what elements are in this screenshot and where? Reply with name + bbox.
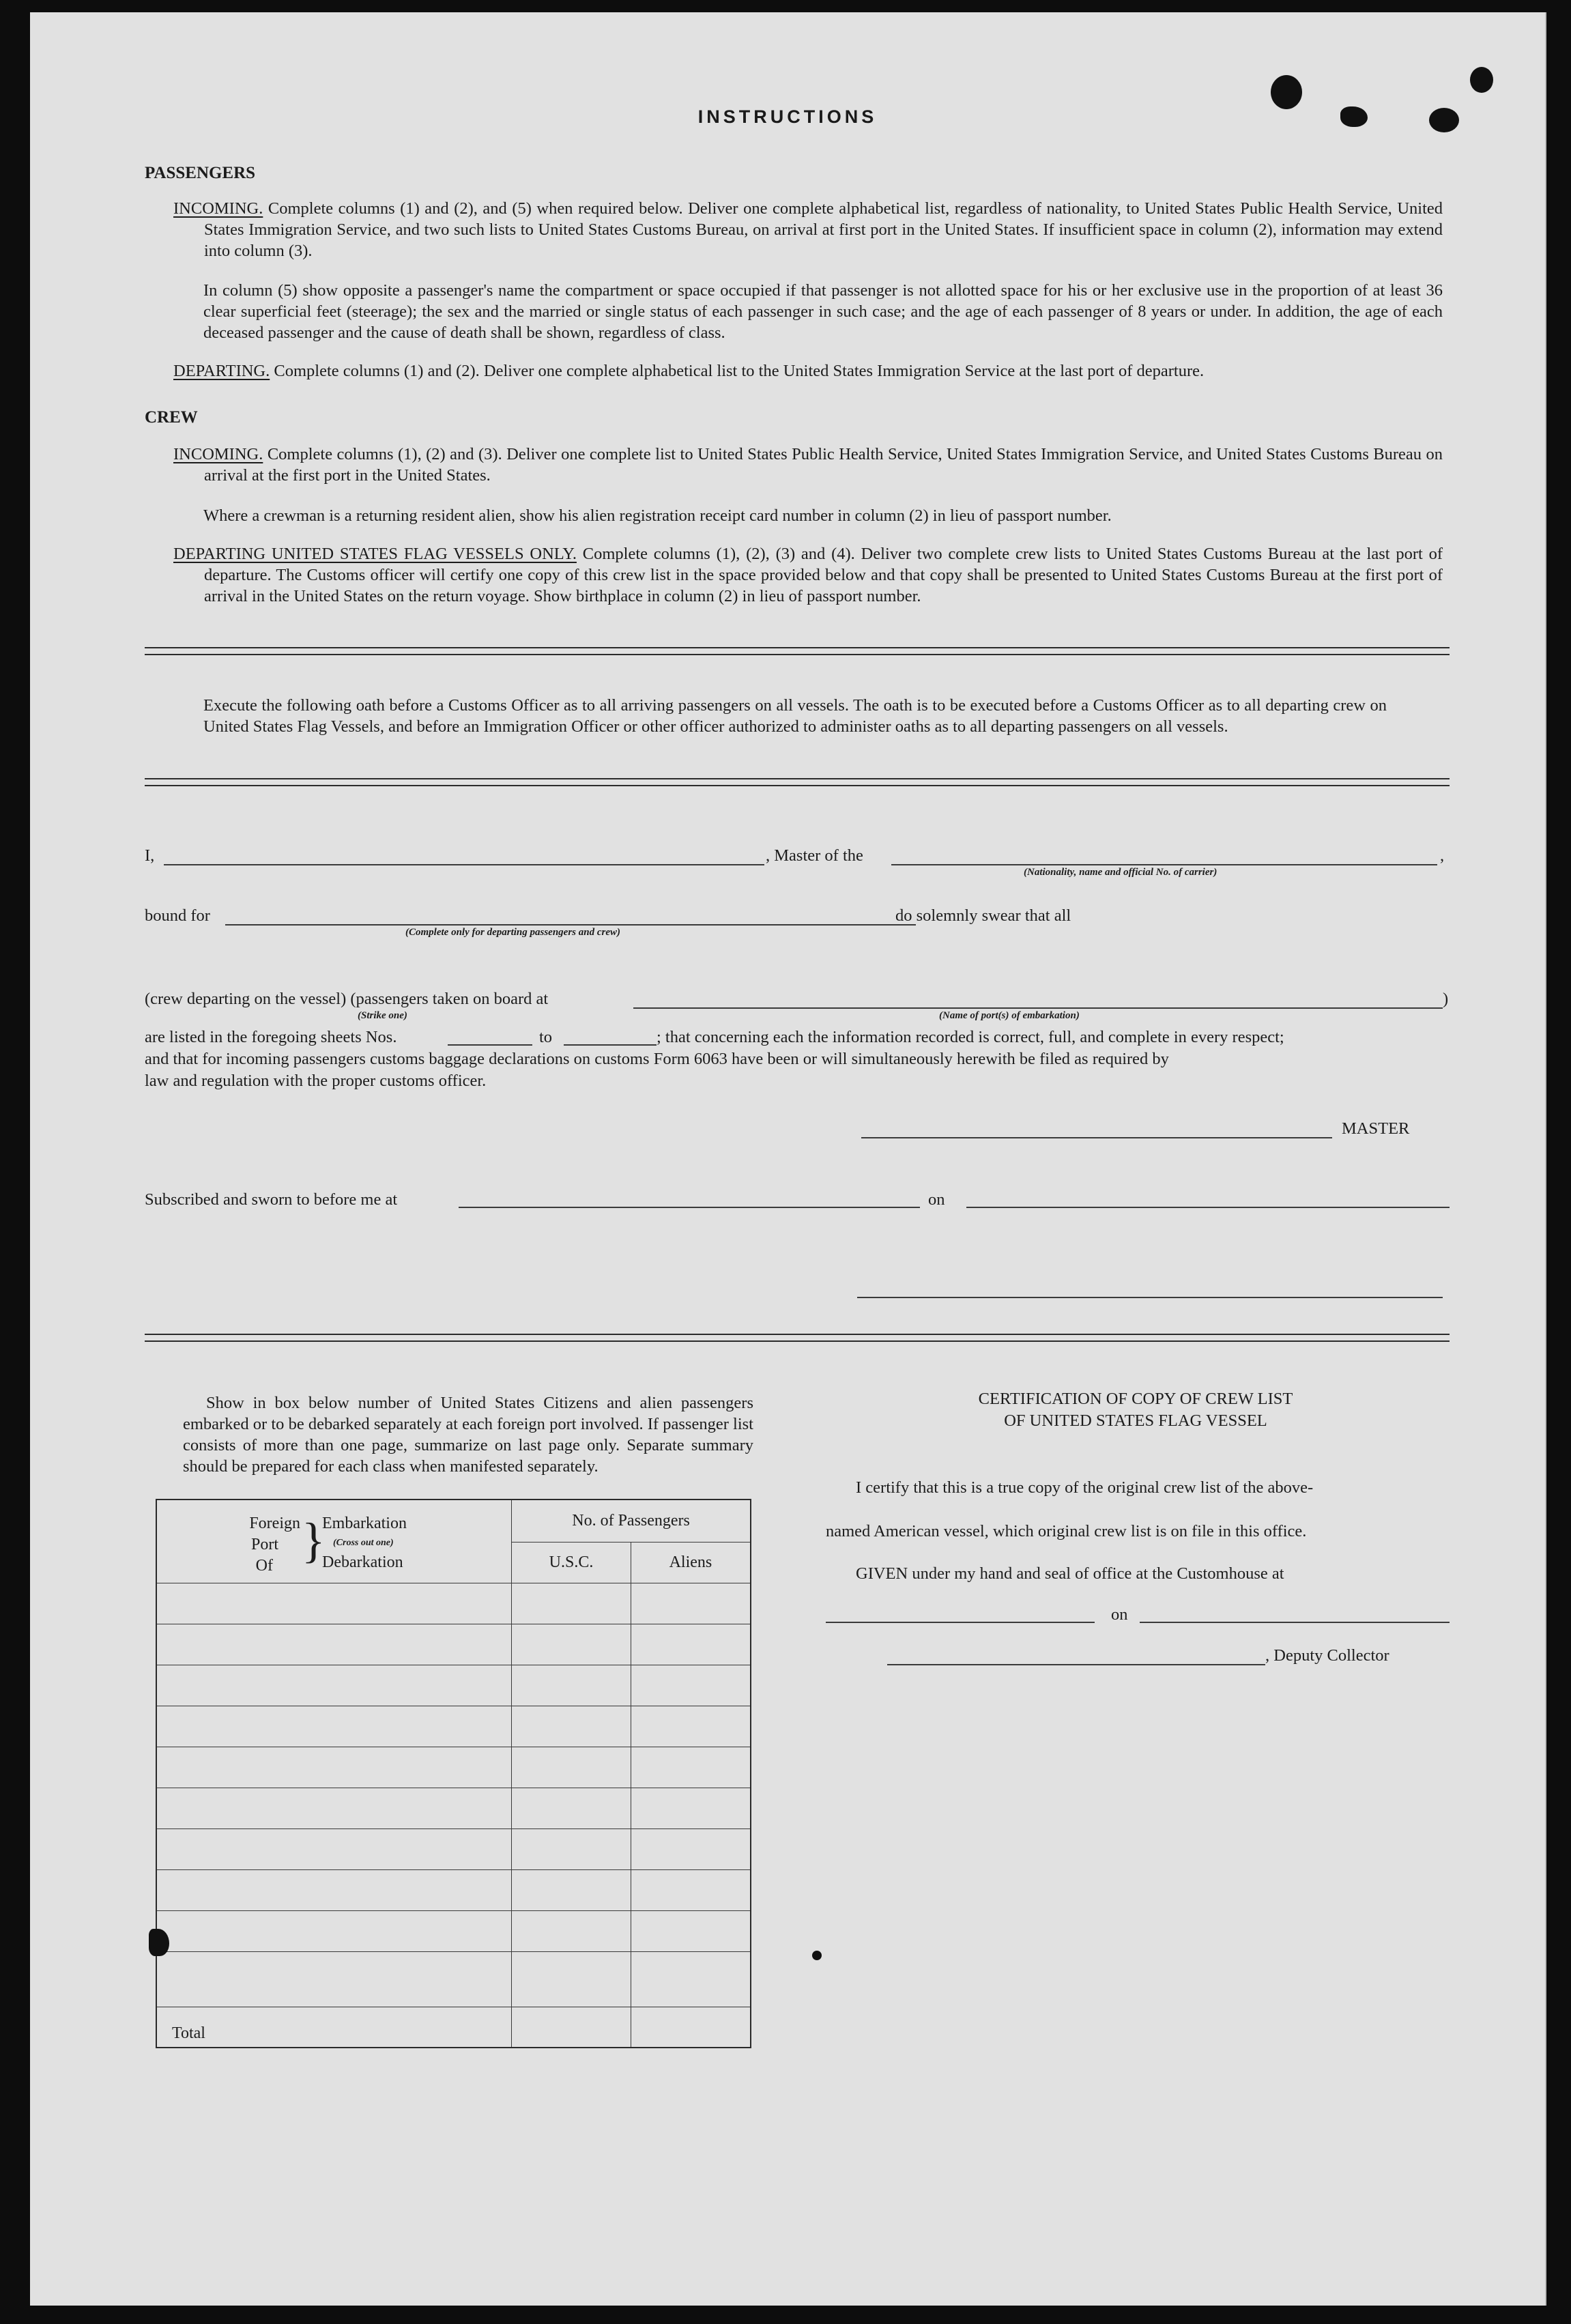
crew-resident-paragraph: Where a crewman is a returning resident alien, show his alien registration receipt card number in column (2) in lieu of passport number.	[203, 506, 1112, 525]
table-row[interactable]	[156, 1706, 512, 1747]
carrier-caption: (Nationality, name and official No. of carrier)	[1024, 867, 1217, 878]
bound-for-caption: (Complete only for departing passengers and crew)	[405, 927, 620, 938]
ink-blot	[1429, 108, 1459, 132]
aliens-cell[interactable]	[631, 1706, 751, 1747]
port-label: Port	[250, 1536, 278, 1554]
oath-close-paren: )	[1443, 990, 1449, 1008]
usc-cell[interactable]	[512, 1583, 631, 1624]
ports-caption: (Name of port(s) of embarkation)	[939, 1010, 1080, 1021]
usc-cell[interactable]	[512, 1951, 631, 2007]
passengers-heading: PASSENGERS	[145, 164, 256, 182]
divider-rule	[145, 654, 1450, 655]
crew-incoming-label: INCOMING.	[173, 445, 263, 463]
foreign-label: Foreign	[249, 1515, 300, 1533]
ink-blot	[812, 1951, 822, 1960]
certification-title-line1: CERTIFICATION OF COPY OF CREW LIST	[978, 1390, 1293, 1408]
ink-blot	[1340, 106, 1368, 127]
oath-listed-line2: and that for incoming passengers customs baggage declarations on customs Form 6063 have been or will simultaneously herewith be filed as required by	[145, 1050, 1169, 1068]
certify-line1: I certify that this is a true copy of the original crew list of the above-	[856, 1478, 1314, 1497]
aliens-cell[interactable]	[631, 1747, 751, 1788]
passengers-incoming-label: INCOMING.	[173, 199, 263, 218]
certification-title-line2: OF UNITED STATES FLAG VESSEL	[1004, 1411, 1267, 1430]
crew-incoming-text: Complete columns (1), (2) and (3). Deliver one complete list to United States Public Health Service, United States Immigration Service, and United States Customs Bureau on arrival at the first port in the United States.	[204, 445, 1443, 485]
passengers-departing-label: DEPARTING.	[173, 362, 270, 380]
oath-i-label: I,	[145, 846, 155, 865]
aliens-cell[interactable]	[631, 1788, 751, 1828]
divider-rule	[145, 1334, 1450, 1335]
ink-blot	[1271, 75, 1302, 109]
table-row[interactable]	[156, 1910, 512, 1951]
crew-departing-text: Complete columns (1), (2), (3) and (4). Deliver two complete crew lists to United States Customs Bureau at the last port of departure. The Customs officer will certify one copy of this crew list in the space provided below and that copy shall be presented to United States Customs Bureau at the first port of arrival in the United States on the return voyage. Show birthplace in column (2) in lieu of passport number.	[204, 545, 1443, 605]
usc-cell[interactable]	[512, 1910, 631, 1951]
crew-departing-paragraph	[173, 543, 1443, 607]
divider-rule	[145, 647, 1450, 648]
aliens-cell[interactable]	[631, 1624, 751, 1665]
usc-total-cell[interactable]	[512, 2007, 631, 2048]
master-label: MASTER	[1342, 1119, 1410, 1138]
table-row[interactable]	[156, 1624, 512, 1665]
aliens-cell[interactable]	[631, 1583, 751, 1624]
deputy-signature-field[interactable]	[887, 1664, 1265, 1665]
oath-listed-line3: law and regulation with the proper customs officer.	[145, 1072, 487, 1090]
table-row[interactable]	[156, 1828, 512, 1869]
aliens-total-cell[interactable]	[631, 2007, 751, 2048]
table-row[interactable]	[156, 1788, 512, 1828]
certification-on: on	[1111, 1605, 1128, 1624]
aliens-cell[interactable]	[631, 1828, 751, 1869]
sworn-place-field[interactable]	[459, 1207, 920, 1208]
oath-listed-a: are listed in the foregoing sheets Nos.	[145, 1028, 397, 1046]
usc-header: U.S.C.	[512, 1542, 631, 1583]
passengers-incoming-paragraph	[173, 198, 1443, 261]
crew-departing-label: DEPARTING UNITED STATES FLAG VESSELS ONLY.	[173, 545, 577, 563]
oath-subscribed: Subscribed and sworn to before me at	[145, 1190, 398, 1209]
crew-heading: CREW	[145, 408, 198, 427]
passengers-departing-paragraph	[173, 360, 1443, 382]
of-label: Of	[255, 1557, 273, 1575]
no-of-passengers-header: No. of Passengers	[512, 1500, 751, 1542]
debarkation-label: Debarkation	[322, 1553, 403, 1572]
usc-cell[interactable]	[512, 1624, 631, 1665]
usc-cell[interactable]	[512, 1665, 631, 1706]
certification-date-field[interactable]	[1140, 1622, 1450, 1623]
customhouse-place-field[interactable]	[826, 1622, 1095, 1623]
table-row[interactable]	[156, 1747, 512, 1788]
bound-for-field[interactable]	[225, 924, 916, 926]
passenger-summary-table	[156, 1499, 751, 2048]
embarkation-label: Embarkation	[322, 1515, 407, 1533]
oath-bound-for: bound for	[145, 906, 210, 925]
document-page	[30, 12, 1546, 2306]
port-header-cell	[156, 1500, 512, 1583]
oath-swear: do solemnly swear that all	[895, 906, 1071, 925]
brace-icon: }	[302, 1513, 326, 1568]
divider-rule	[145, 1340, 1450, 1342]
usc-cell[interactable]	[512, 1788, 631, 1828]
instructions-title: INSTRUCTIONS	[697, 106, 878, 127]
passengers-departing-text: Complete columns (1) and (2). Deliver one complete alphabetical list to the United States Immigration Service at the last port of departure.	[274, 362, 1205, 380]
officer-signature-field[interactable]	[857, 1297, 1443, 1298]
divider-rule	[145, 785, 1450, 786]
passengers-column5-paragraph: In column (5) show opposite a passenger's name the compartment or space occupied if that passenger is not allotted space for his or her exclusive use in the proportion of at least 36 clear superficial feet (steerage); the sex and the married or single status of each passenger in such case; and the age of each passenger of 8 years or under. In addition, the age of each deceased passenger and the cause of death shall be shown, regardless of class.	[203, 281, 1443, 342]
cross-out-caption: (Cross out one)	[333, 1538, 394, 1549]
given-line: GIVEN under my hand and seal of office at the Customhouse at	[856, 1564, 1284, 1583]
usc-cell[interactable]	[512, 1747, 631, 1788]
sheet-to-field[interactable]	[564, 1044, 657, 1046]
summary-box-instructions: Show in box below number of United States Citizens and alien passengers embarked or to be debarked separately at each foreign port involved. If passenger list consists of more than one page, summarize on last page only. Separate summary should be prepared for each class when manifested separately.	[183, 1394, 753, 1476]
table-row[interactable]	[156, 1583, 512, 1624]
aliens-cell[interactable]	[631, 1910, 751, 1951]
oath-listed-to: to	[539, 1028, 553, 1046]
sheet-from-field[interactable]	[448, 1044, 532, 1046]
oath-master-of-the: , Master of the	[766, 846, 863, 865]
aliens-cell[interactable]	[631, 1869, 751, 1910]
deputy-collector-label: , Deputy Collector	[1265, 1646, 1389, 1665]
strike-one-caption: (Strike one)	[358, 1010, 407, 1021]
passengers-incoming-text: Complete columns (1) and (2), and (5) when required below. Deliver one complete alphabetical list, regardless of nationality, to United States Public Health Service, United States Immigration Service, and two such lists to United States Customs Bureau, on arrival at first port in the United States. If insufficient space in column (2), information may extend into column (3).	[204, 199, 1443, 260]
ink-blot	[149, 1929, 169, 1956]
sworn-date-field[interactable]	[966, 1207, 1450, 1208]
aliens-header: Aliens	[631, 1542, 751, 1583]
usc-cell[interactable]	[512, 1706, 631, 1747]
crew-incoming-paragraph	[173, 444, 1443, 486]
table-row[interactable]	[156, 1951, 512, 2007]
oath-crew-passengers: (crew departing on the vessel) (passengers taken on board at	[145, 990, 549, 1008]
aliens-cell[interactable]	[631, 1951, 751, 2007]
usc-cell[interactable]	[512, 1869, 631, 1910]
master-signature-field[interactable]	[861, 1137, 1332, 1138]
master-name-field[interactable]	[164, 864, 764, 865]
certify-line2: named American vessel, which original crew list is on file in this office.	[826, 1522, 1307, 1540]
embarkation-ports-field[interactable]	[633, 1007, 1443, 1009]
ink-blot	[1470, 67, 1493, 93]
aliens-cell[interactable]	[631, 1665, 751, 1706]
oath-listed-rest: ; that concerning each the information recorded is correct, full, and complete in every respect;	[657, 1028, 1284, 1046]
carrier-field[interactable]	[891, 864, 1437, 865]
table-row[interactable]	[156, 1869, 512, 1910]
oath-comma: ,	[1440, 846, 1445, 865]
divider-rule	[145, 778, 1450, 779]
total-label: Total	[156, 2007, 512, 2048]
usc-cell[interactable]	[512, 1828, 631, 1869]
table-row[interactable]	[156, 1665, 512, 1706]
oath-intro-paragraph: Execute the following oath before a Customs Officer as to all arriving passengers on all vessels. The oath is to be executed before a Customs Officer as to all departing crew on United States Flag Vessels, and before an Immigration Officer or other officer authorized to administer oaths as to all departing passengers on all vessels.	[203, 696, 1387, 736]
oath-on: on	[928, 1190, 945, 1209]
